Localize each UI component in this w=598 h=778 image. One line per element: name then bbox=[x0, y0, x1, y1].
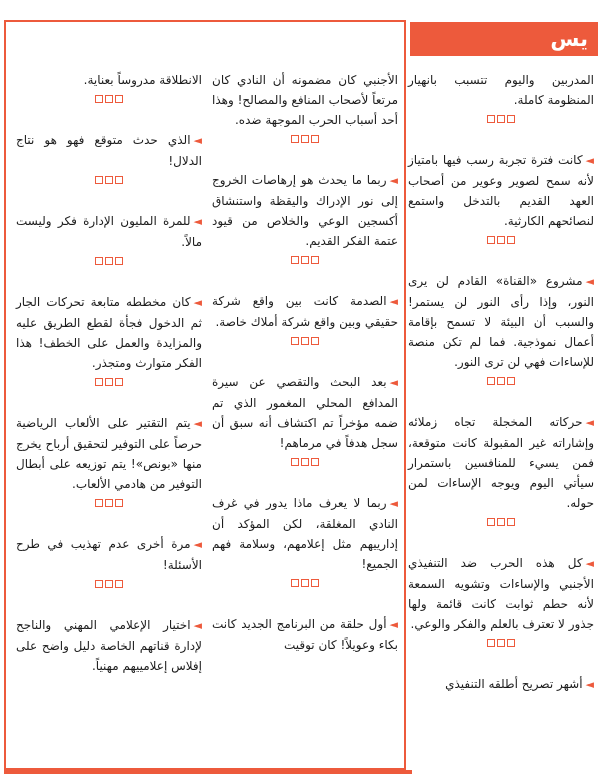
section-title: يس bbox=[550, 27, 588, 51]
column-2 bbox=[212, 70, 398, 655]
separator-squares-icon bbox=[212, 576, 398, 594]
arrow-bullet-icon: ◄ bbox=[585, 557, 594, 570]
column-1 bbox=[408, 70, 594, 695]
separator-squares-icon bbox=[408, 374, 594, 392]
column-item bbox=[212, 70, 398, 130]
column-item bbox=[408, 150, 594, 231]
item-text: للمرة المليون الإدارة فكر وليست مالاً. bbox=[16, 214, 202, 249]
item-text: مرة أخرى عدم تهذيب في طرح الأسئلة! bbox=[16, 537, 202, 572]
separator-squares-icon bbox=[16, 496, 202, 514]
item-text: كان مخططه متابعة تحركات الجار ثم الدخول فجأة لقطع الطريق عليه والمزايدة والعمل على الخطف! هذا الفكر متوارث ومتجذر. bbox=[16, 295, 202, 370]
item-text: اختيار الإعلامي المهني والناجح لإدارة قناتهم الخاصة دليل واضح على إفلاس إعلامييهم مهنياً. bbox=[16, 618, 202, 673]
arrow-bullet-icon: ◄ bbox=[585, 275, 594, 288]
separator-squares-icon bbox=[408, 112, 594, 130]
arrow-bullet-icon: ◄ bbox=[193, 417, 202, 430]
column-item bbox=[16, 534, 202, 575]
column-item bbox=[16, 615, 202, 676]
separator-squares-icon bbox=[16, 173, 202, 191]
column-item bbox=[16, 130, 202, 171]
separator-squares-icon bbox=[212, 253, 398, 271]
arrow-bullet-icon: ◄ bbox=[389, 497, 398, 510]
separator-squares-icon bbox=[408, 233, 594, 251]
column-item bbox=[408, 553, 594, 634]
item-text: الصدمة كانت بين واقع شركة حقيقي وبين واقع شركة أملاك خاصة. bbox=[212, 294, 398, 329]
separator-squares-icon bbox=[408, 515, 594, 533]
column-item bbox=[16, 70, 202, 90]
item-text: الانطلاقة مدروساً بعناية. bbox=[83, 73, 202, 87]
arrow-bullet-icon: ◄ bbox=[193, 296, 202, 309]
column-item bbox=[212, 493, 398, 574]
separator-squares-icon bbox=[212, 334, 398, 352]
arrow-bullet-icon: ◄ bbox=[389, 174, 398, 187]
arrow-bullet-icon: ◄ bbox=[389, 295, 398, 308]
separator-squares-icon bbox=[16, 254, 202, 272]
item-text: كل هذه الحرب ضد التنفيذي الأجنبي والإساءات وتشويه السمعة لأنه حطم ثوابت كانت قائمة ولها جذور لا تعترف بالعلم والفكر والوعي. bbox=[408, 556, 594, 631]
arrow-bullet-icon: ◄ bbox=[585, 154, 594, 167]
column-item bbox=[408, 70, 594, 110]
arrow-bullet-icon: ◄ bbox=[193, 538, 202, 551]
arrow-bullet-icon: ◄ bbox=[193, 215, 202, 228]
item-text: المدربين واليوم تتسبب بانهيار المنظومة كاملة. bbox=[408, 73, 594, 107]
frame-bottom-rule bbox=[4, 770, 412, 774]
separator-squares-icon bbox=[16, 92, 202, 110]
separator-squares-icon bbox=[408, 636, 594, 654]
arrow-bullet-icon: ◄ bbox=[585, 678, 594, 691]
item-text: ربما ما يحدث هو إرهاصات الخروج إلى نور الإدراك واليقظة واستنشاق أكسجين الوعي والخلاص من قيود عتمة الفكر القديم. bbox=[212, 173, 398, 248]
arrow-bullet-icon: ◄ bbox=[389, 618, 398, 631]
column-item bbox=[408, 674, 594, 695]
arrow-bullet-icon: ◄ bbox=[193, 134, 202, 147]
column-item bbox=[212, 291, 398, 332]
arrow-bullet-icon: ◄ bbox=[389, 376, 398, 389]
item-text: أشهر تصريح أطلقه التنفيذي bbox=[445, 677, 583, 691]
column-item bbox=[16, 211, 202, 252]
column-item bbox=[212, 170, 398, 251]
separator-squares-icon bbox=[16, 577, 202, 595]
column-item bbox=[408, 412, 594, 513]
item-text: بعد البحث والتقصي عن سيرة المدافع المحلي المغمور الذي تم ضمه مؤخراً تم اكتشاف أنه سبق أن سجل هدفاً في مرماهم! bbox=[212, 375, 398, 450]
item-text: كانت فترة تجربة رسب فيها بامتياز لأنه سمح لصوير وعوير من أصحاب العهد القديم بالتدخل واستمع لنصائحهم الكارثية. bbox=[408, 153, 594, 228]
arrow-bullet-icon: ◄ bbox=[193, 619, 202, 632]
column-item bbox=[16, 413, 202, 494]
separator-squares-icon bbox=[16, 375, 202, 393]
column-3 bbox=[16, 70, 202, 676]
column-item bbox=[408, 271, 594, 372]
item-text: الذي حدث متوقع فهو هو نتاج الدلال! bbox=[16, 133, 202, 168]
column-item bbox=[212, 372, 398, 453]
item-text: الأجنبي كان مضمونه أن النادي كان مرتعاً لأصحاب المنافع والمصالح! وهذا أحد أسباب الحرب الموجهة ضده. bbox=[212, 73, 398, 127]
column-item bbox=[16, 292, 202, 373]
arrow-bullet-icon: ◄ bbox=[585, 416, 594, 429]
separator-squares-icon bbox=[212, 455, 398, 473]
item-text: أول حلقة من البرنامج الجديد كانت بكاء وعويلاً! كان توقيت bbox=[212, 617, 398, 652]
item-text: يتم التقتير على الألعاب الرياضية حرصاً على التوفير لتحقيق أرباح يخرج منها «بونص»! يتم توزيعه على أبطال التوفير من هادمي الألعاب. bbox=[16, 416, 202, 491]
item-text: حركاته المخجلة تجاه زملائه وإشاراته غير المقبولة كانت متوقعة، فمن يسيء للمنافسين باستمرار سيأتي اليوم ويوجه الإساءات لمن حوله. bbox=[408, 415, 594, 510]
separator-squares-icon bbox=[212, 132, 398, 150]
item-text: ربما لا يعرف ماذا يدور في غرف النادي المغلقة، لكن المؤكد أن إدارييهم مثل إعلامهم، وسلامة فهم الجميع! bbox=[212, 496, 398, 571]
item-text: مشروع «القناة» القادم لن يرى النور، وإذا رأى النور لن يستمر! والسبب أن البيئة لا تسمح بإقامة أعمال نموذجية. فما لم تكن منصة للإساءات فهي لن ترى النور. bbox=[408, 274, 594, 369]
column-item bbox=[212, 614, 398, 655]
